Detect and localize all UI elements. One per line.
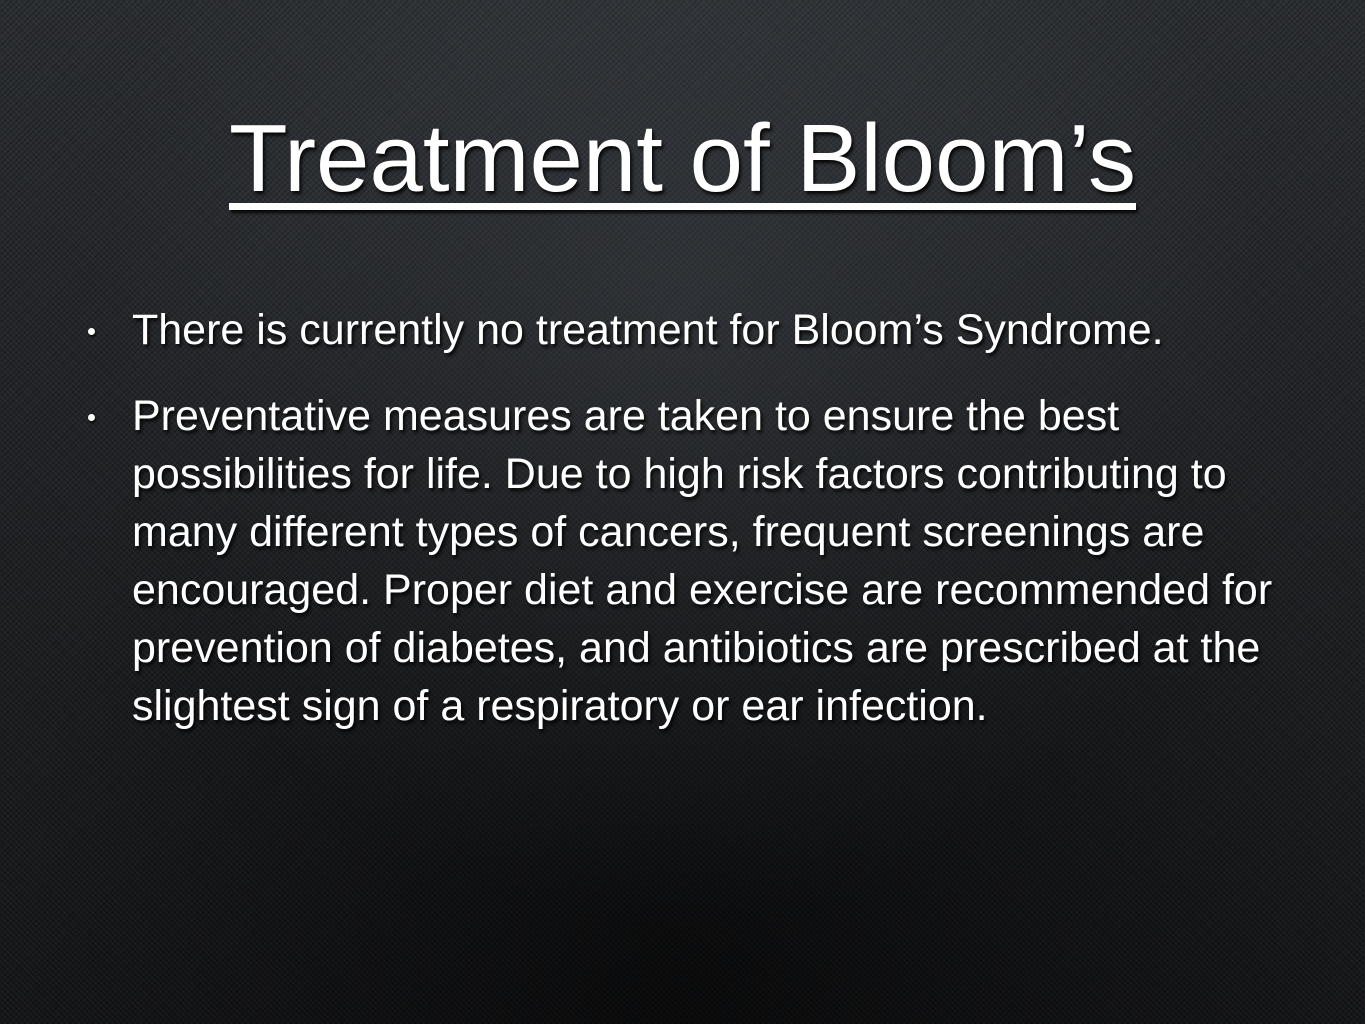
slide-title: Treatment of Bloom’s [228,105,1137,212]
bullet-item [82,301,1312,359]
bullet-list [82,301,1312,735]
bullet-text: Preventative measures are taken to ensure the best possibilities for life. Due to high risk factors contributing to many different types of cancers, frequent screenings are encouraged. Proper diet and exercise are recommended for prevention of diabetes, and antibiotics are prescribed at the slightest sign of a respiratory or ear infection. [132,392,1273,730]
bullet-dot-icon [88,414,95,421]
bullet-item [82,387,1312,735]
bullet-text: There is currently no treatment for Bloom’s Syndrome. [132,306,1164,354]
bullet-dot-icon [88,328,95,335]
